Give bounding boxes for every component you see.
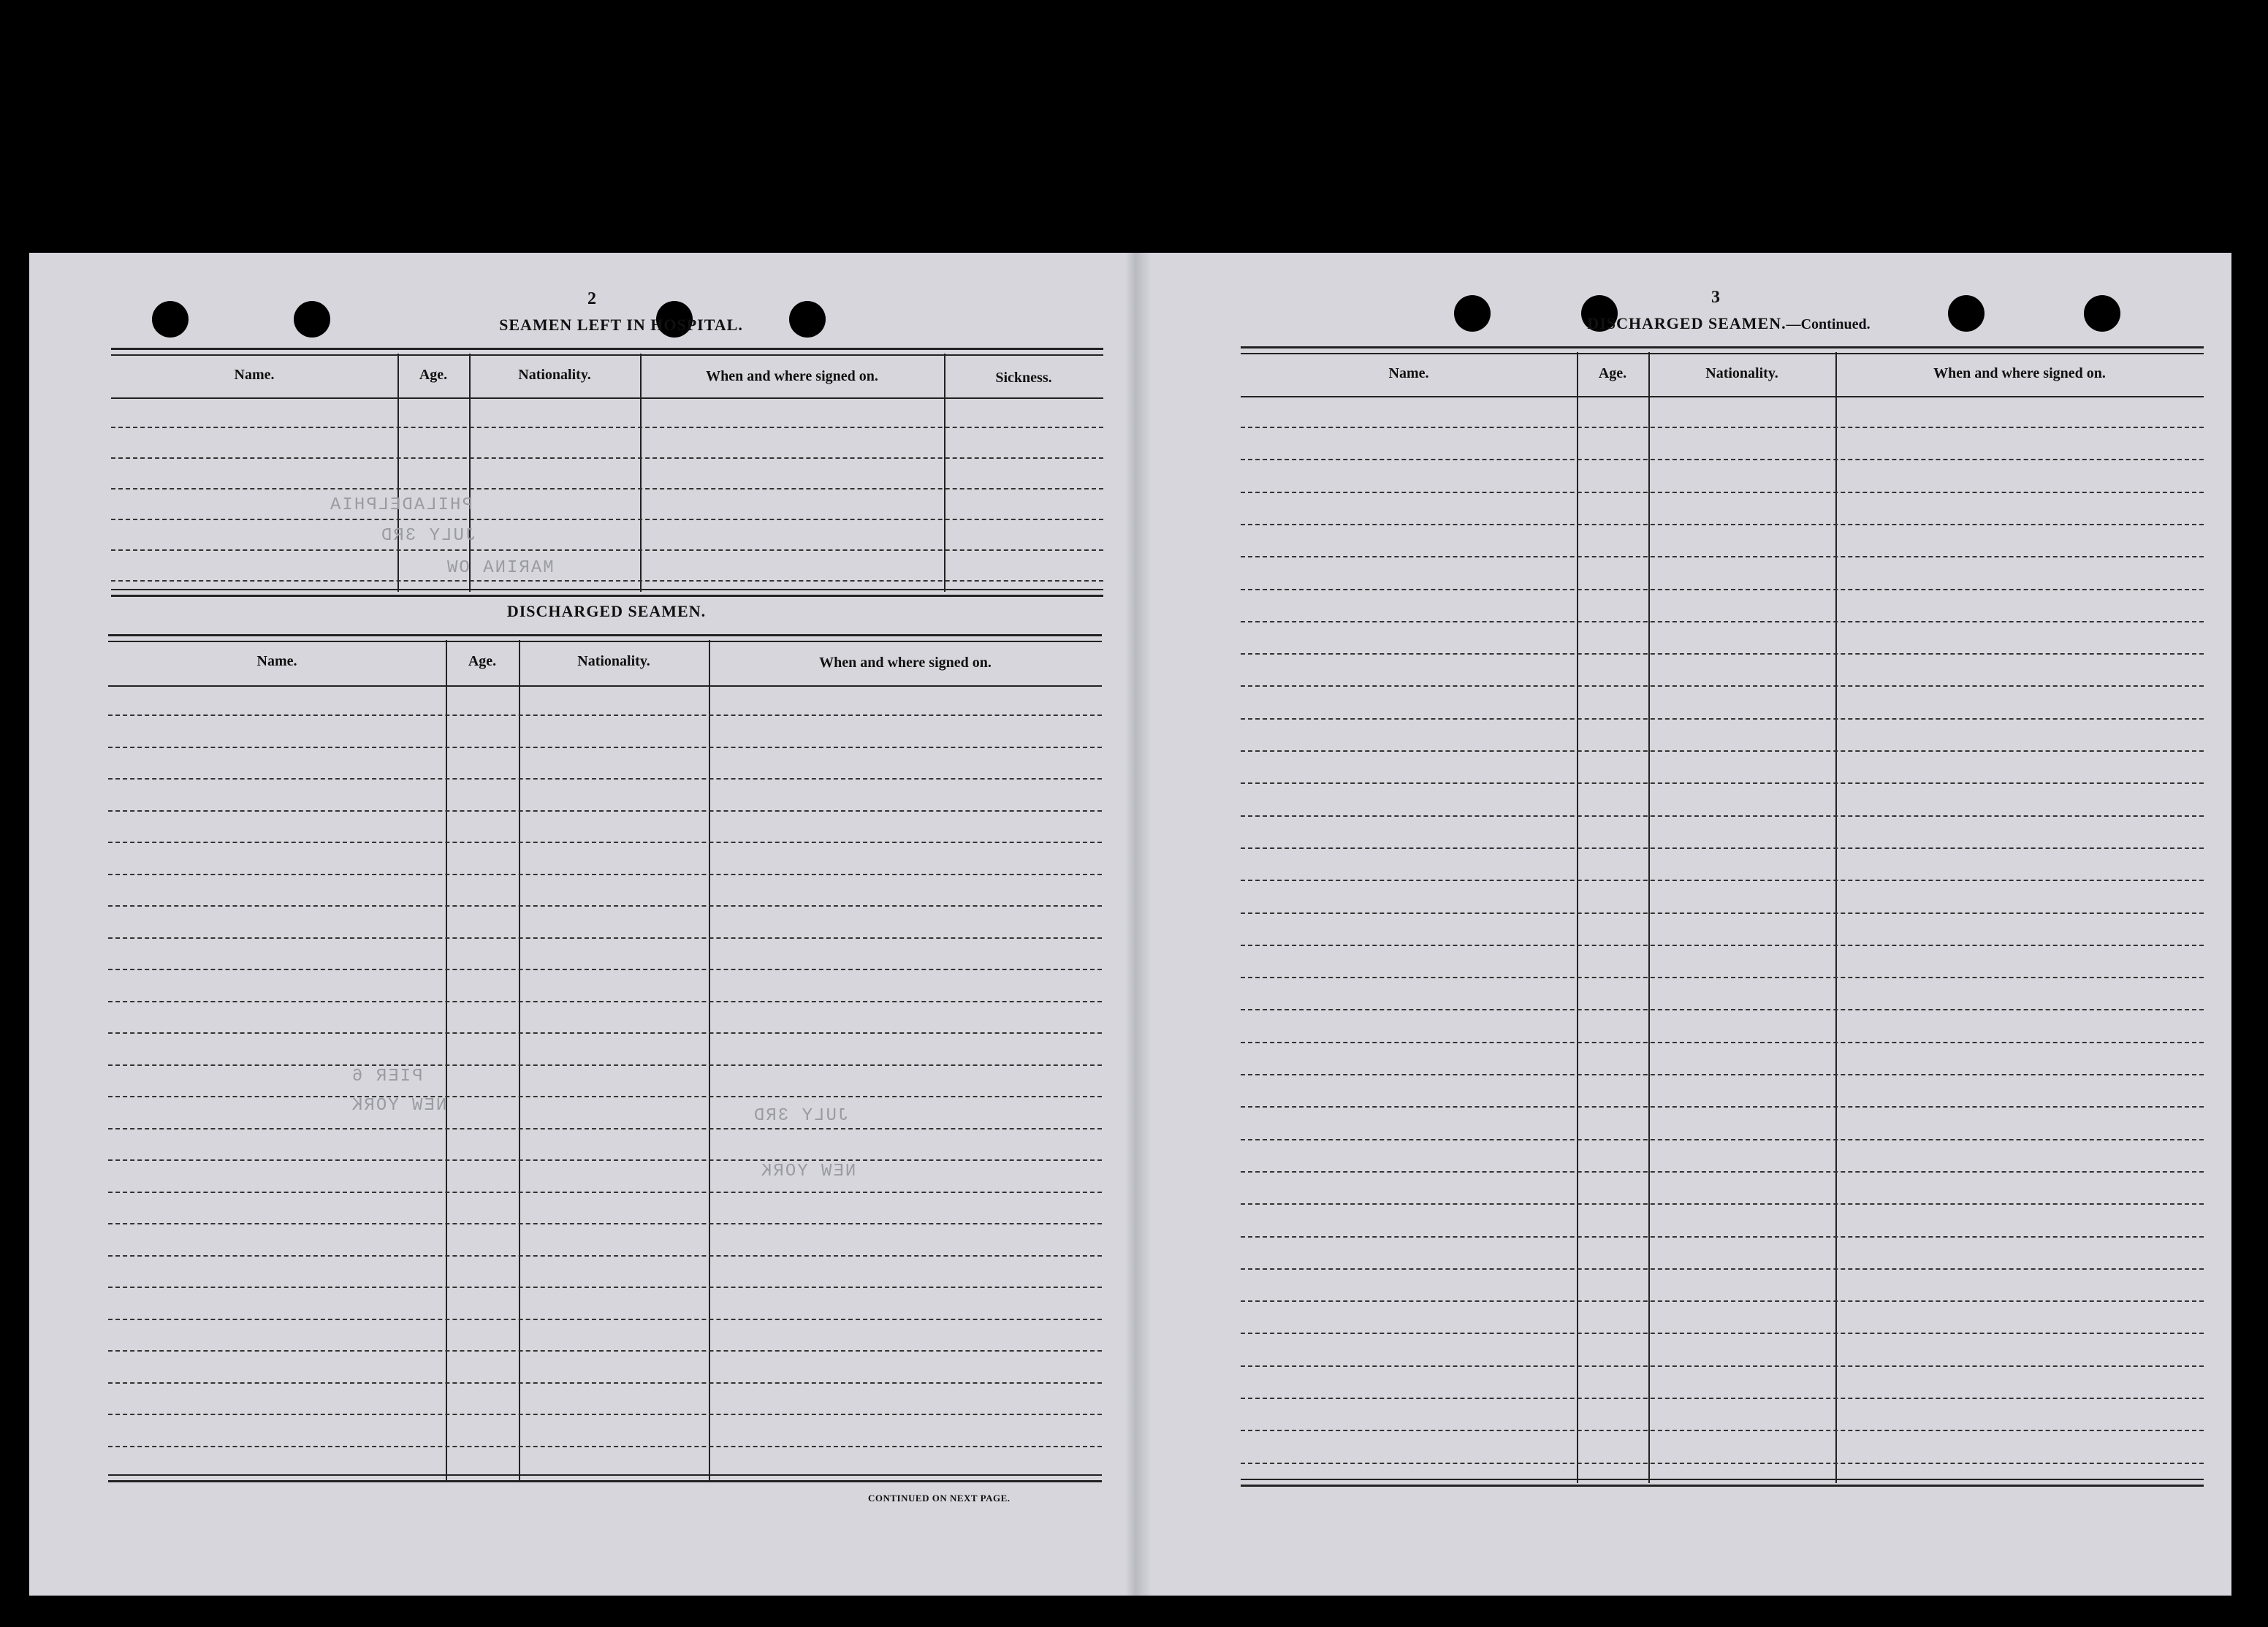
column-divider — [519, 640, 520, 1482]
left-page — [29, 253, 1125, 1596]
column-header-when-where: When and where signed on. — [1933, 365, 2106, 381]
table-row — [108, 810, 1102, 812]
table-row — [1241, 1333, 2204, 1334]
table-row — [1241, 1463, 2204, 1464]
column-divider — [709, 640, 710, 1482]
column-header-sickness: Sickness. — [995, 370, 1052, 386]
table-top-rule — [1241, 346, 2204, 354]
table-row — [1241, 1171, 2204, 1173]
column-header-when-where: When and where signed on. — [819, 655, 992, 671]
header-rule — [1241, 396, 2204, 397]
table-row — [108, 969, 1102, 970]
table-row — [1241, 1203, 2204, 1205]
table-row — [108, 747, 1102, 748]
table-row — [108, 1192, 1102, 1193]
punch-hole — [789, 301, 826, 338]
punch-hole — [1454, 295, 1491, 332]
table-row — [1241, 492, 2204, 493]
column-header-name: Name. — [1388, 365, 1429, 381]
table-row — [1241, 1398, 2204, 1399]
table-row — [1241, 653, 2204, 655]
table-row — [111, 457, 1103, 459]
show-through-text: JULY 3RD — [753, 1106, 849, 1126]
table-top-rule — [108, 634, 1102, 642]
hospital-table — [111, 348, 1103, 603]
table-row — [1241, 912, 2204, 914]
right-page — [1152, 253, 2231, 1596]
table-row — [108, 842, 1102, 843]
table-row — [1241, 945, 2204, 946]
table-row — [1241, 1042, 2204, 1043]
table-row — [1241, 782, 2204, 784]
table-row — [1241, 1139, 2204, 1140]
column-divider — [640, 354, 642, 592]
page-number: 3 — [1711, 288, 1720, 307]
column-divider — [1835, 352, 1837, 1483]
table-row — [108, 1382, 1102, 1384]
table-row — [1241, 556, 2204, 557]
table-row — [1241, 1300, 2204, 1302]
table-bottom-rule — [108, 1474, 1102, 1482]
table-row — [1241, 1268, 2204, 1270]
table-row — [1241, 750, 2204, 752]
table-row — [108, 1223, 1102, 1224]
table-row — [1241, 685, 2204, 687]
column-header-when-where: When and where signed on. — [706, 368, 878, 384]
show-through-text: MARINA OW — [446, 558, 554, 578]
punch-hole — [1948, 295, 1984, 332]
column-header-nationality: Nationality. — [577, 653, 650, 669]
table-row — [111, 427, 1103, 428]
table-row — [108, 937, 1102, 939]
table-row — [108, 1287, 1102, 1288]
column-header-age: Age. — [419, 367, 448, 383]
header-rule — [108, 685, 1102, 687]
table-row — [1241, 815, 2204, 817]
table-row — [111, 580, 1103, 582]
table-row — [1241, 621, 2204, 622]
table-row — [108, 1064, 1102, 1066]
table-row — [108, 1096, 1102, 1097]
column-header-name: Name. — [256, 653, 297, 669]
table-row — [1241, 1430, 2204, 1431]
column-divider — [944, 354, 945, 592]
show-through-text: NEW YORK — [760, 1162, 856, 1181]
column-divider — [397, 354, 399, 592]
table-row — [111, 519, 1103, 520]
table-row — [1241, 589, 2204, 590]
table-row — [108, 1255, 1102, 1257]
page-number: 2 — [587, 289, 596, 308]
table-row — [1241, 847, 2204, 849]
punch-hole — [152, 301, 189, 338]
table-row — [1241, 1074, 2204, 1075]
table-row — [1241, 524, 2204, 525]
show-through-text: PIER 6 — [351, 1067, 423, 1086]
hospital-section-title: SEAMEN LEFT IN HOSPITAL. — [499, 316, 743, 334]
table-row — [1241, 880, 2204, 881]
discharged-section-title: DISCHARGED SEAMEN. — [506, 602, 707, 620]
table-row — [108, 1414, 1102, 1415]
document-sheet — [29, 253, 2231, 1596]
table-row — [1241, 977, 2204, 978]
table-row — [1241, 427, 2204, 428]
table-row — [1241, 1236, 2204, 1238]
table-row — [1241, 459, 2204, 460]
table-row — [111, 549, 1103, 551]
table-row — [1241, 1009, 2204, 1010]
discharged-continued-table — [1241, 346, 2204, 1490]
column-header-nationality: Nationality. — [518, 367, 591, 383]
table-row — [108, 1446, 1102, 1447]
table-row — [108, 1032, 1102, 1034]
punch-hole — [294, 301, 330, 338]
table-row — [1241, 718, 2204, 720]
column-divider — [1577, 352, 1578, 1483]
column-header-age: Age. — [1598, 365, 1627, 381]
table-bottom-rule — [111, 589, 1103, 597]
column-divider — [469, 354, 471, 592]
column-divider — [1648, 352, 1650, 1483]
table-row — [1241, 1365, 2204, 1367]
table-row — [108, 874, 1102, 875]
table-row — [111, 488, 1103, 489]
show-through-text: PHILADELPHIA — [329, 495, 473, 515]
punch-hole — [2084, 295, 2120, 332]
header-rule — [111, 397, 1103, 399]
discharged-table — [108, 634, 1102, 1599]
discharged-continued-title: DISCHARGED SEAMEN.—Continued. — [1587, 314, 1871, 332]
table-row — [108, 1350, 1102, 1352]
table-row — [108, 1159, 1102, 1161]
page-fold — [1125, 253, 1152, 1596]
show-through-text: NEW YORK — [351, 1096, 447, 1116]
column-header-age: Age. — [468, 653, 497, 669]
table-row — [108, 778, 1102, 780]
table-top-rule — [111, 348, 1103, 356]
table-row — [108, 1001, 1102, 1002]
continued-note: CONTINUED ON NEXT PAGE. — [868, 1493, 1011, 1504]
table-row — [1241, 1106, 2204, 1108]
show-through-text: JULY 3RD — [380, 526, 476, 546]
column-header-name: Name. — [234, 367, 275, 383]
table-row — [108, 1319, 1102, 1320]
column-header-nationality: Nationality. — [1705, 365, 1778, 381]
table-row — [108, 1128, 1102, 1129]
table-row — [108, 905, 1102, 907]
table-bottom-rule — [1241, 1479, 2204, 1487]
column-divider — [446, 640, 447, 1482]
table-row — [108, 715, 1102, 716]
